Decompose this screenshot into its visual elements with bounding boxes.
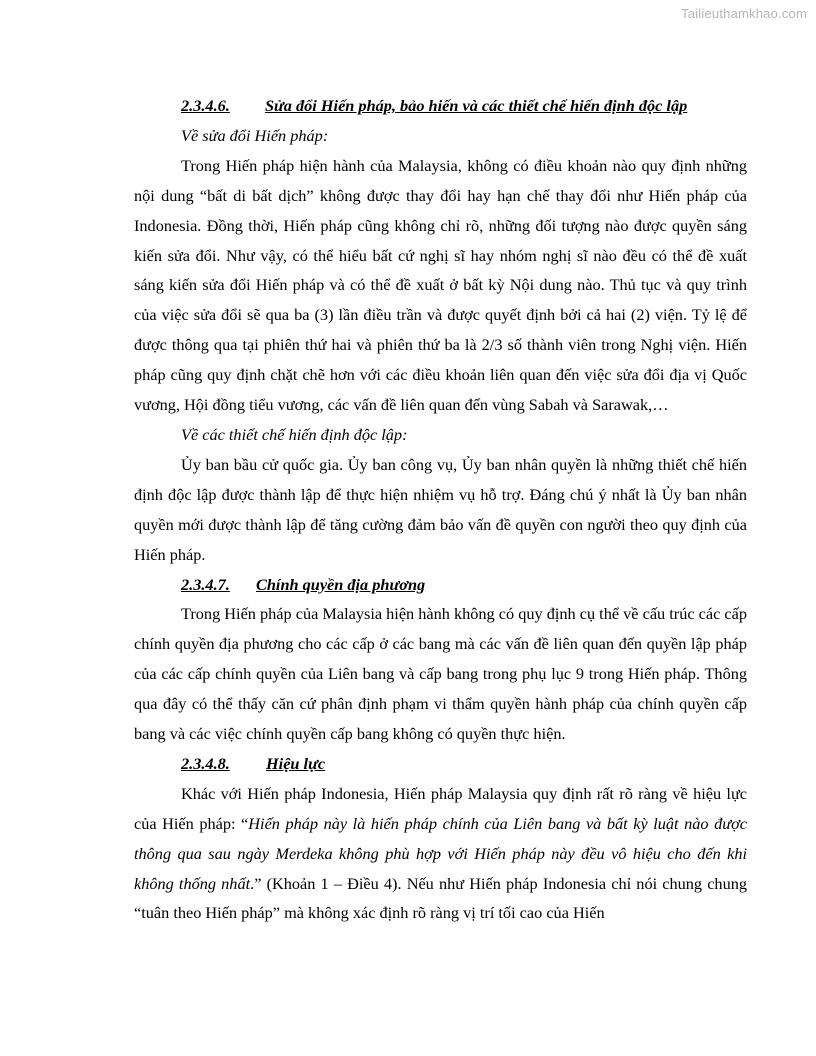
quotation: Hiến pháp này là hiến pháp chính của Liên bang và bất kỳ luật nào được thông qua sau ngày Merdeka không phù hợp với Hiến pháp này đều vô hiệu cho đến khi không thống nhất xyxy=(134,813,748,893)
paragraph-text: Khác với Hiến pháp Indonesia, Hiến pháp Malaysia quy định rất rõ ràng về hiệu lực của Hiến pháp: “ xyxy=(134,783,747,833)
paragraph: Trong Hiến pháp của Malaysia hiện hành không có quy định cụ thể về cấu trúc các cấp chính quyền địa phương cho các cấp ở các bang mà các vấn đề liên quan đến quyền lập pháp của các cấp chính quyền của Liên bang và cấp bang trong phụ lục 9 trong Hiến pháp. Thông qua đây có thể thấy căn cứ phân định phạm vi thẩm quyền hành pháp của chính quyền cấp bang và các việc chính quyền cấp bang không có quyền thực hiện. xyxy=(134,604,747,744)
section-title: Sửa đổi Hiến pháp, bảo hiến và các thiết chế hiến định độc lập xyxy=(265,96,688,115)
section-heading-2-3-4-6 xyxy=(134,91,747,121)
paragraph xyxy=(134,779,747,929)
paragraph: Trong Hiến pháp hiện hành của Malaysia, không có điều khoản nào quy định những nội dung “bất di bất dịch” không được thay đổi hay hạn chế thay đổi như Hiến pháp của Indonesia. Đồng thời, Hiến pháp cũng không chỉ rõ, những đối tượng nào được quyền sáng kiến sửa đổi. Như vậy, có thể hiểu bất cứ nghị sĩ hay nhóm nghị sĩ nào đều có thể đề xuất sáng kiến sửa đổi Hiến pháp và có thể đề xuất ở bất kỳ Nội dung nào. Thủ tục và quy trình của việc sửa đổi sẽ qua ba (3) lần điều trần và được quyết định bởi cả hai (2) viện. Tỷ lệ để được thông qua tại phiên thứ hai và phiên thứ ba là 2/3 số thành viên trong Nghị viện. Hiến pháp cũng quy định chặt chẽ hơn với các điều khoản liên quan đến việc sửa đổi địa vị Quốc vương, Hội đồng tiểu vương, các vấn đề liên quan đến vùng Sabah và Sarawak,… xyxy=(134,155,747,415)
watermark: Tailieuthamkhao.com xyxy=(681,6,807,21)
subheading-constitution-amendment: Về sửa đổi Hiến pháp: xyxy=(181,125,329,145)
section-heading-2-3-4-8 xyxy=(134,749,747,779)
subheading-independent-institutions: Về các thiết chế hiến định độc lập: xyxy=(181,424,408,444)
section-number: 2.3.4.8. xyxy=(181,753,230,773)
paragraph-text: .” (Khoản 1 – Điều 4). Nếu như Hiến pháp Indonesia chỉ nói chung chung “tuân theo Hiến pháp” mà không xác định rõ ràng vị trí tối cao của Hiến xyxy=(134,873,747,923)
section-number: 2.3.4.7. xyxy=(181,574,230,594)
section-title: Hiệu lực xyxy=(266,753,326,773)
section-heading-2-3-4-7 xyxy=(134,570,747,600)
paragraph: Ủy ban bầu cử quốc gia. Ủy ban công vụ, Ủy ban nhân quyền là những thiết chế hiến định độc lập được thành lập để thực hiện nhiệm vụ hỗ trợ. Đáng chú ý nhất là Ủy ban nhân quyền mới được thành lập để tăng cường đảm bảo vấn đề quyền con người theo quy định của Hiến pháp. xyxy=(134,454,747,564)
document-page xyxy=(134,91,747,928)
section-number: 2.3.4.6. xyxy=(181,96,230,115)
section-title: Chính quyền địa phương xyxy=(256,574,426,594)
